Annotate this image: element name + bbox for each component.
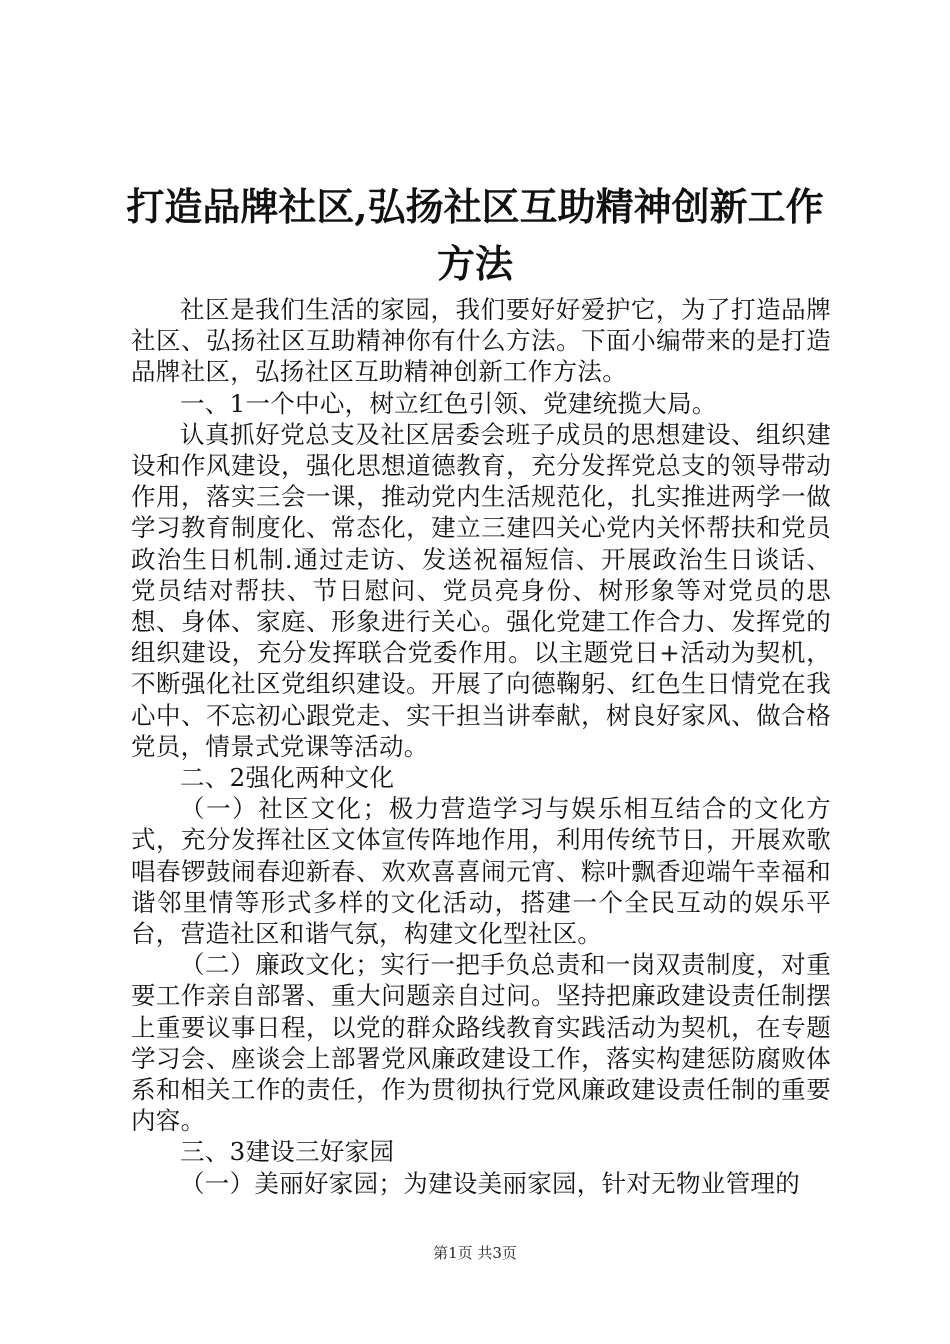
paragraph-section-1: 认真抓好党总支及社区居委会班子成员的思想建设、组织建设和作风建设，强化思想道德教育，充分发挥党总支的领导带动作用，落实三会一课，推动党内生活规范化，扎实推进两学一做学习教育制度化、常态化，建立三建四关心党内关怀帮扶和党员政治生日机制.通过走访、发送祝福短信、开展政治生日谈话、党员结对帮扶、节日慰问、党员亮身份、树形象等对党员的思想、身体、家庭、形象进行关心。强化党建工作合力、发挥党的组织建设，充分发挥联合党委作用。以主题党日+活动为契机，不断强化社区党组织建设。开展了向德鞠躬、红色生日情党在我心中、不忘初心跟党走、实干担当讲奉献，树良好家风、做合格党员，情景式党课等活动。 xyxy=(131,419,831,761)
paragraph-integrity-culture: （二）廉政文化；实行一把手负总责和一岗双责制度，对重要工作亲自部署、重大问题亲自过问。坚持把廉政建设责任制摆上重要议事日程，以党的群众路线教育实践活动为契机，在专题学习会、座谈会上部署党风廉政建设工作，落实构建惩防腐败体系和相关工作的责任，作为贯彻执行党风廉政建设责任制的重要内容。 xyxy=(131,950,831,1136)
paragraph-intro: 社区是我们生活的家园，我们要好好爱护它，为了打造品牌社区、弘扬社区互助精神你有什么方法。下面小编带来的是打造品牌社区，弘扬社区互助精神创新工作方法。 xyxy=(131,295,831,387)
page-footer: 第1页 共3页 xyxy=(433,1244,517,1262)
paragraph-beautiful-home: （一）美丽好家园；为建设美丽家园，针对无物业管理的 xyxy=(180,1168,800,1198)
paragraph-community-culture: （一）社区文化；极力营造学习与娱乐相互结合的文化方式，充分发挥社区文体宣传阵地作用，利用传统节日，开展欢歌唱春锣鼓闹春迎新春、欢欢喜喜闹元宵、粽叶飘香迎端午幸福和谐邻里情等形式多样的文化活动，搭建一个全民互动的娱乐平台，营造社区和谐气氛，构建文化型社区。 xyxy=(131,794,831,949)
document-title: 打造品牌社区,弘扬社区互助精神创新工作方法 xyxy=(126,184,824,286)
heading-section-3: 三、3建设三好家园 xyxy=(180,1137,395,1167)
heading-section-2: 二、2强化两种文化 xyxy=(180,763,395,793)
document-body xyxy=(131,294,831,1199)
heading-section-1: 一、1一个中心，树立红色引领、党建统揽大局。 xyxy=(180,388,717,418)
